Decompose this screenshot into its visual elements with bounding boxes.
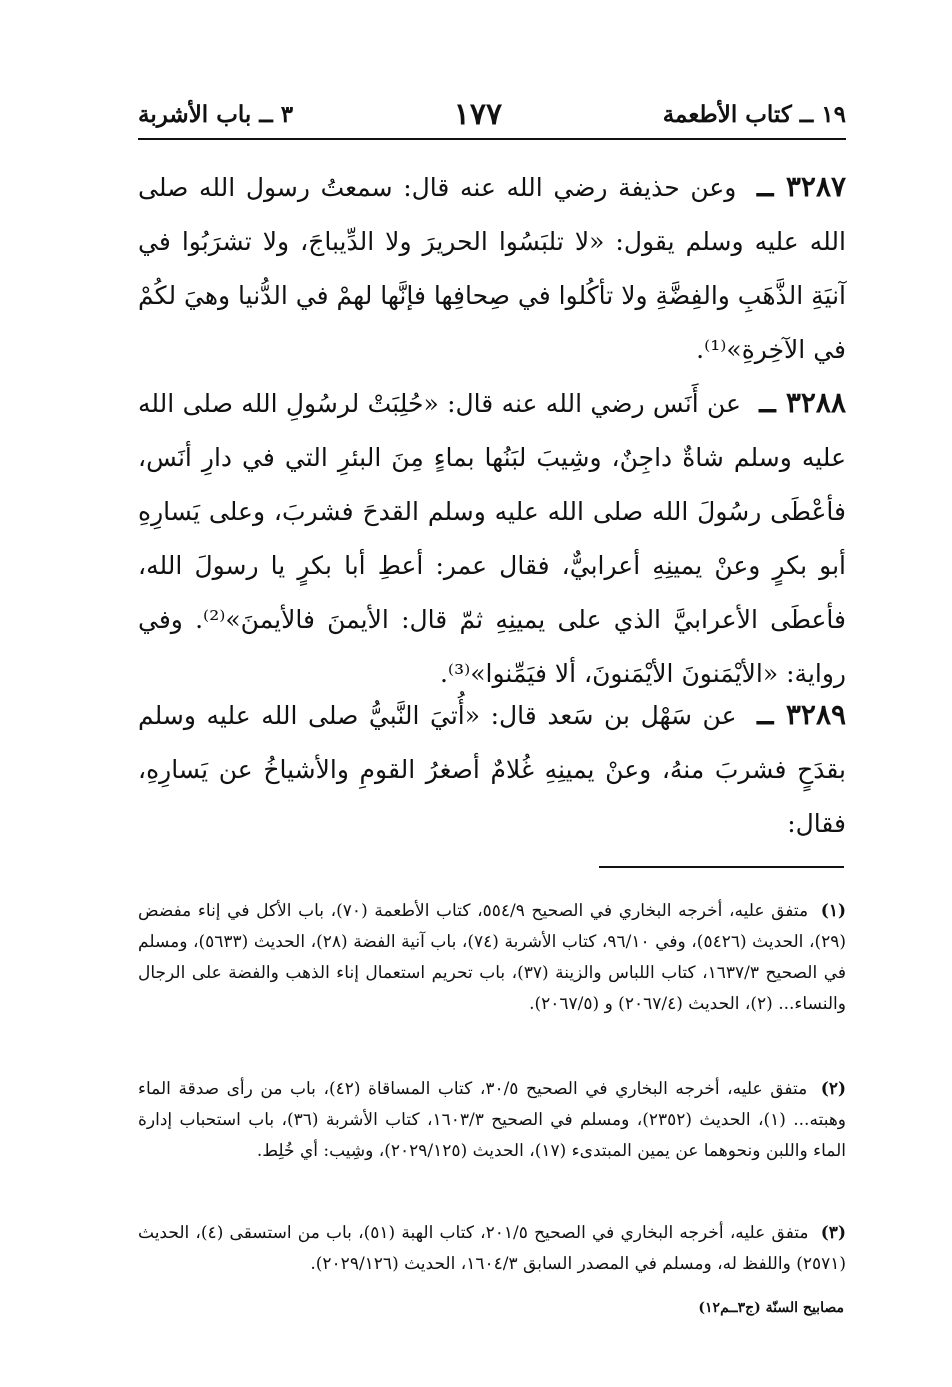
signature-note: مصابيح السنّة (ج٣ــم١٢) <box>698 1300 844 1316</box>
footnote-3 <box>138 1218 846 1280</box>
header-section: ٣ ــ باب الأشربة <box>138 100 294 128</box>
footnote-number: (١) <box>820 901 847 921</box>
footnote-number: (٣) <box>820 1223 846 1243</box>
hadith-3288 <box>138 376 846 701</box>
hadith-text: وعن حذيفة رضي الله عنه قال: سمعتُ رسول الله صلى الله عليه وسلم يقول: «لا تلبَسُوا الحريرَ ولا الدِّيباجَ، ولا تشرَبُوا في آنيَةِ الذَّهَبِ والفِضَّةِ ولا تأكُلوا في صِحافِها فإنَّها لهمْ في الدُّنيا وهيَ لكُمْ في الآخِرةِ»⁽¹⁾. <box>138 173 846 364</box>
header-rule <box>138 138 846 140</box>
footnote-text: متفق عليه، أخرجه البخاري في الصحيح ٢٠١/٥، كتاب الهبة (٥١)، باب من استسقى (٤)، الحديث (٢٥٧١) واللفظ له، ومسلم في المصدر السابق ١٦٠٤/٣، الحديث (٢٠٢٩/١٢٦). <box>138 1223 846 1274</box>
footnote-text: متفق عليه، أخرجه البخاري في الصحيح ٥٥٤/٩، كتاب الأطعمة (٧٠)، باب الأكل في إناء مفضض (٢٩)، الحديث (٥٤٢٦)، وفي ٩٦/١٠، كتاب الأشربة (٧٤)، باب آنية الفضة (٢٨)، الحديث (٥٦٣٣)، ومسلم في الصحيح ١٦٣٧/٣، كتاب اللباس والزينة (٣٧)، باب تحريم استعمال إناء الذهب والفضة على الرجال والنساء... (٢)، الحديث (٢٠٦٧/٤) و (٢٠٦٧/٥). <box>138 901 846 1014</box>
header-chapter: ١٩ ــ كتاب الأطعمة <box>662 100 846 128</box>
hadith-number: ٣٢٨٧ ــ <box>757 170 847 203</box>
hadith-number: ٣٢٨٩ ــ <box>757 698 847 731</box>
footnote-rule <box>599 866 844 868</box>
hadith-number: ٣٢٨٨ ــ <box>759 386 846 419</box>
hadith-text: عن أَنَس رضي الله عنه قال: «حُلِبَتْ لرسُولِ الله صلى الله عليه وسلم شاةٌ داجِنٌ، وشِيبَ لبَنُها بماءٍ مِنَ البئرِ التي في دارِ أنَس، فأعْطَى رسُولَ الله صلى الله عليه وسلم القدحَ فشربَ، وعلى يَسارِهِ أبو بكرٍ وعنْ يمينِهِ أعرابيٌّ، فقال عمر: أعطِ أبا بكرٍ يا رسولَ الله، فأعطَى الأعرابيَّ الذي على يمينِهِ ثمّ قال: الأيمنَ فالأيمنَ»⁽²⁾. وفي رواية: «الأيْمَنونَ الأيْمَنونَ، ألا فيَمِّنوا»⁽³⁾. <box>138 389 846 688</box>
hadith-3289 <box>138 688 846 851</box>
hadith-text: عن سَهْل بن سَعد قال: «أُتيَ النَّبيُّ صلى الله عليه وسلم بقدَحٍ فشربَ منهُ، وعنْ يمينِهِ غُلامٌ أصغرُ القومِ والأشياخُ عن يَسارِهِ، فقال: <box>138 701 846 838</box>
page-number: ١٧٧ <box>453 96 503 132</box>
footnote-number: (٢) <box>820 1079 847 1099</box>
footnote-text: متفق عليه، أخرجه البخاري في الصحيح ٣٠/٥، كتاب المساقاة (٤٢)، باب من رأى صدقة الماء وهبته... (١)، الحديث (٢٣٥٢)، ومسلم في الصحيح ١٦٠٣/٣، كتاب الأشربة (٣٦)، باب استحباب إدارة الماء واللبن ونحوهما عن يمين المبتدىء (١٧)، الحديث (٢٠٢٩/١٢٥)، وشِيب: أي خُلِط. <box>138 1079 847 1161</box>
running-header <box>138 92 846 136</box>
hadith-3287 <box>138 160 846 377</box>
footnote-1 <box>138 896 846 1020</box>
footnote-2 <box>138 1074 846 1167</box>
